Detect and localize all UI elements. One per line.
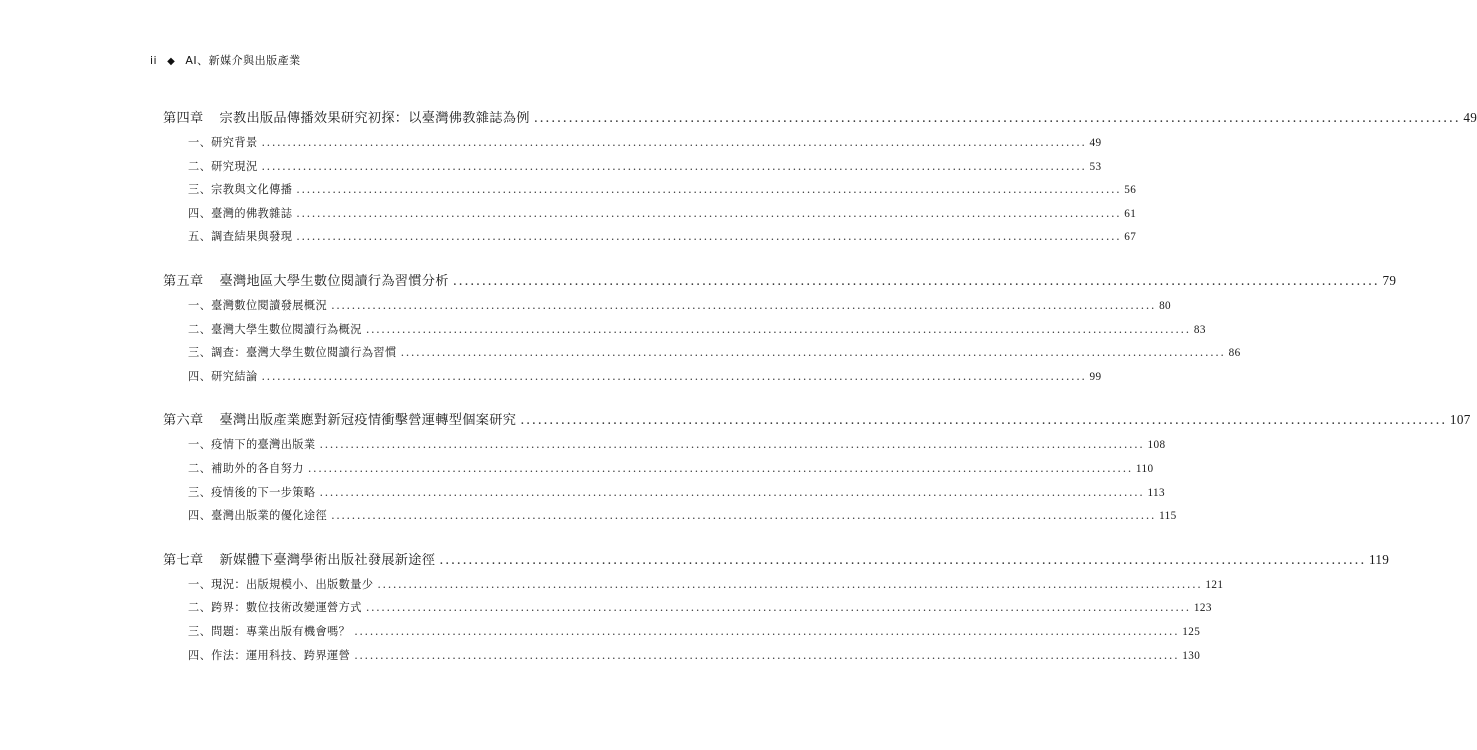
section-entry xyxy=(163,481,1166,505)
section-page: 108 xyxy=(1147,439,1166,452)
section-page: 130 xyxy=(1182,649,1201,662)
section-entry xyxy=(163,155,1102,179)
dot-leader: ................................................................................................................................................................ xyxy=(377,577,1203,591)
section-entry xyxy=(163,365,1102,389)
chapter-heading xyxy=(163,546,1390,573)
book-title: AI、新媒介與出版產業 xyxy=(185,54,301,67)
section-page: 113 xyxy=(1147,486,1166,499)
chapter-page: 49 xyxy=(1463,110,1477,125)
section-page: 53 xyxy=(1089,160,1102,173)
dot-leader: ................................................................................................................................................................ xyxy=(296,230,1122,244)
section-entry xyxy=(163,620,1201,644)
chapter-title: 宗教出版品傳播效果研究初探：以臺灣佛教雜誌為例 xyxy=(219,111,530,126)
chapter-number: 第六章 xyxy=(163,413,204,429)
chapter-page: 79 xyxy=(1382,272,1397,288)
section-entry xyxy=(163,131,1102,155)
section-page: 115 xyxy=(1159,510,1177,523)
chapter-6 xyxy=(163,406,1471,527)
chapter-page: 107 xyxy=(1449,412,1471,428)
dot-leader: ................................................................................................................................................................ xyxy=(354,624,1180,638)
dot-leader: ................................................................................................................................................................ xyxy=(400,346,1226,360)
section-entry xyxy=(163,644,1201,668)
section-label: 四、臺灣出版業的優化途徑 xyxy=(188,509,328,523)
chapter-heading xyxy=(163,406,1471,433)
section-label: 二、補助外的各自努力 xyxy=(188,461,304,475)
chapter-number: 第五章 xyxy=(163,273,204,289)
section-page: 110 xyxy=(1135,462,1154,475)
section-label: 四、臺灣的佛教雜誌 xyxy=(188,206,293,220)
dot-leader: ................................................................................................................................................................ xyxy=(365,322,1191,336)
section-label: 一、臺灣數位閱讀發展概況 xyxy=(188,298,328,312)
chapter-title: 新媒體下臺灣學術出版社發展新途徑 xyxy=(219,552,436,568)
dot-leader: ................................................................................................................................................................ xyxy=(439,552,1366,568)
section-page: 125 xyxy=(1182,625,1201,638)
section-label: 一、疫情下的臺灣出版業 xyxy=(188,438,316,452)
chapter-5 xyxy=(163,267,1397,388)
section-entry xyxy=(163,294,1172,318)
section-entry xyxy=(163,225,1137,249)
chapter-title: 臺灣出版產業應對新冠疫情衝擊營運轉型個案研究 xyxy=(219,413,517,429)
dot-leader: ................................................................................................................................................................ xyxy=(261,159,1087,173)
chapter-number: 第七章 xyxy=(163,552,204,568)
section-label: 三、問題：專業出版有機會嗎？ xyxy=(188,624,351,638)
chapter-heading xyxy=(163,267,1397,294)
section-page: 80 xyxy=(1159,299,1172,312)
section-entry xyxy=(163,573,1224,597)
section-entry xyxy=(163,504,1177,528)
diamond-icon: ◆ xyxy=(167,56,176,67)
section-label: 一、現況：出版規模小、出版數量少 xyxy=(188,577,374,591)
chapter-heading xyxy=(163,104,1477,131)
dot-leader: ................................................................................................................................................................ xyxy=(452,273,1380,289)
dot-leader: ................................................................................................................................................................ xyxy=(319,438,1145,452)
chapter-7 xyxy=(163,546,1390,667)
dot-leader: ................................................................................................................................................................ xyxy=(331,298,1157,312)
section-entry xyxy=(163,318,1206,342)
chapter-page: 119 xyxy=(1369,551,1390,567)
section-label: 二、跨界：數位技術改變運營方式 xyxy=(188,601,362,615)
section-label: 二、研究現況 xyxy=(188,159,258,173)
section-entry xyxy=(163,178,1137,202)
section-page: 83 xyxy=(1193,323,1206,336)
section-entry xyxy=(163,202,1137,226)
section-label: 四、作法：運用科技、跨界運營 xyxy=(188,648,351,662)
dot-leader: ................................................................................................................................................................ xyxy=(365,601,1191,615)
chapter-title: 臺灣地區大學生數位閱讀行為習慣分析 xyxy=(219,273,449,289)
section-page: 49 xyxy=(1089,137,1102,149)
section-label: 三、調查：臺灣大學生數位閱讀行為習慣 xyxy=(188,346,397,360)
dot-leader: ................................................................................................................................................................ xyxy=(296,183,1122,197)
section-page: 99 xyxy=(1089,370,1102,383)
dot-leader: ................................................................................................................................................................ xyxy=(319,485,1145,499)
section-entry xyxy=(163,341,1241,365)
section-label: 三、疫情後的下一步策略 xyxy=(188,485,316,499)
dot-leader: ................................................................................................................................................................ xyxy=(296,206,1122,220)
dot-leader: ................................................................................................................................................................ xyxy=(354,648,1180,662)
page-number: ii xyxy=(150,54,158,67)
section-page: 121 xyxy=(1205,578,1224,591)
section-page: 123 xyxy=(1193,602,1212,615)
section-entry xyxy=(163,596,1212,620)
section-label: 四、研究結論 xyxy=(188,369,258,383)
section-label: 二、臺灣大學生數位閱讀行為概況 xyxy=(188,322,362,336)
section-entry xyxy=(163,457,1154,481)
table-of-contents xyxy=(163,104,1477,685)
chapter-4 xyxy=(163,104,1477,249)
dot-leader: ................................................................................................................................................................ xyxy=(307,461,1133,475)
section-label: 一、研究背景 xyxy=(188,136,258,149)
dot-leader: ................................................................................................................................................................ xyxy=(331,509,1157,523)
chapter-number: 第四章 xyxy=(163,111,204,126)
dot-leader: ................................................................................................................................................................ xyxy=(261,136,1087,149)
section-page: 61 xyxy=(1124,207,1137,220)
section-label: 三、宗教與文化傳播 xyxy=(188,183,293,197)
section-page: 86 xyxy=(1228,347,1241,360)
dot-leader: ................................................................................................................................................................ xyxy=(520,413,1447,429)
section-entry xyxy=(163,433,1166,457)
section-page: 67 xyxy=(1124,231,1137,244)
section-page: 56 xyxy=(1124,184,1137,197)
section-label: 五、調查結果與發現 xyxy=(188,230,293,244)
running-head xyxy=(150,52,301,68)
dot-leader: ................................................................................................................................................................ xyxy=(533,111,1461,126)
dot-leader: ................................................................................................................................................................ xyxy=(261,369,1087,383)
